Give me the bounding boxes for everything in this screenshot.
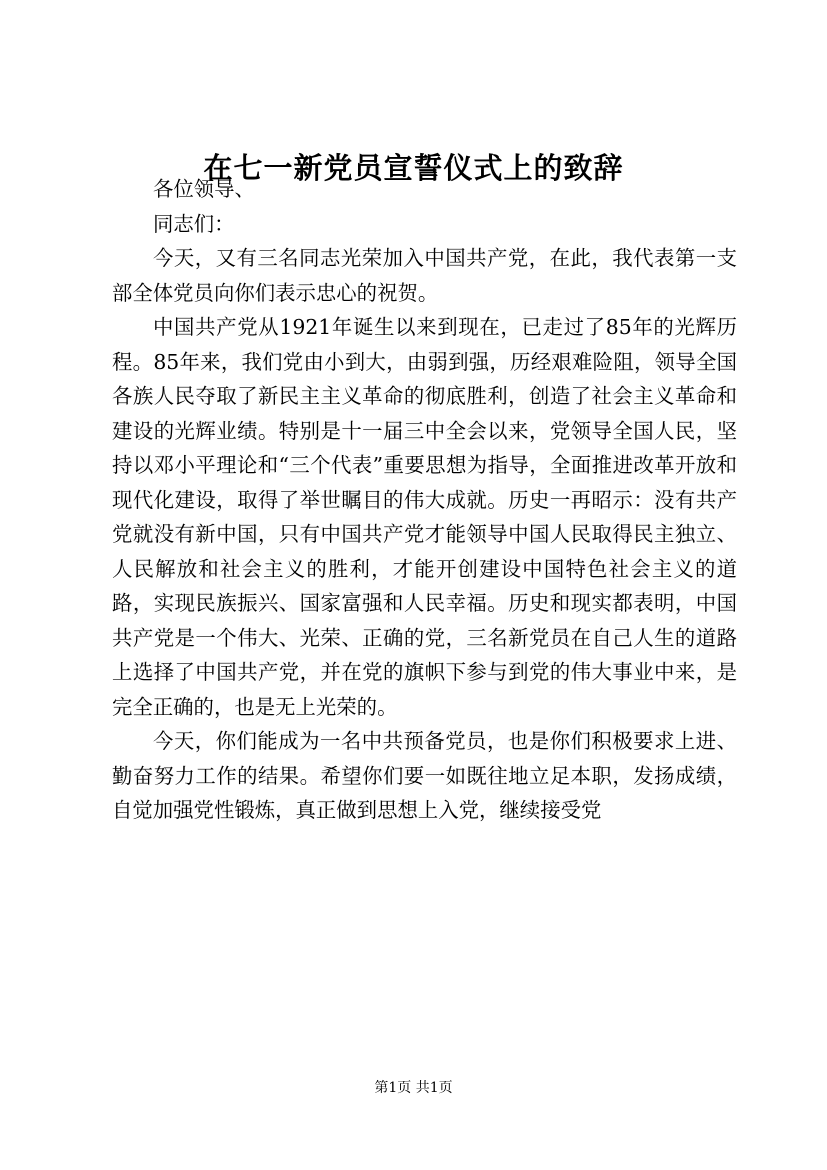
salutation-leaders: 各位领导、 bbox=[153, 177, 255, 201]
paragraph-expectations: 今天，你们能成为一名中共预备党员，也是你们积极要求上进、勤奋努力工作的结果。希望你们要一如既往地立足本职，发扬成绩，自觉加强党性锻炼，真正做到思想上入党，继续接受党 bbox=[112, 729, 737, 822]
document-title: 在七一新党员宣誓仪式上的致辞 bbox=[203, 151, 624, 185]
paragraph-party-history: 中国共产党从1921年诞生以来到现在，已走过了85年的光辉历程。85年来，我们党由小到大，由弱到强，历经艰难险阻，领导全国各族人民夺取了新民主主义革命的彻底胜利，创造了社会主义革命和建设的光辉业绩。特别是十一届三中全会以来，党领导全国人民，坚持以邓小平理论和“三个代表”重要思想为指导，全面推进改革开放和现代化建设，取得了举世瞩目的伟大成就。历史一再昭示：没有共产党就没有新中国，只有中国共产党才能领导中国人民取得民主独立、人民解放和社会主义的胜利，才能开创建设中国特色社会主义的道路，实现民族振兴、国家富强和人民幸福。历史和现实都表明，中国共产党是一个伟大、光荣、正确的党，三名新党员在自己人生的道路上选择了中国共产党，并在党的旗帜下参与到党的伟大事业中来，是完全正确的，也是无上光荣的。 bbox=[112, 315, 737, 719]
page-footer: 第1页 共1页 bbox=[374, 1080, 453, 1096]
salutation-comrades: 同志们： bbox=[153, 211, 235, 236]
document-body bbox=[112, 172, 737, 828]
paragraph-congratulations: 今天，又有三名同志光荣加入中国共产党，在此，我代表第一支部全体党员向你们表示忠心的祝贺。 bbox=[112, 246, 737, 305]
